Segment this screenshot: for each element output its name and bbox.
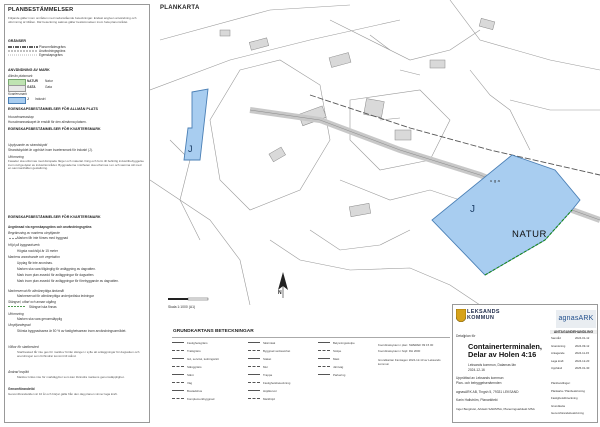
legend-item: Belysningsstolpe — [333, 341, 355, 345]
section-egenskap-kvarter2: EGENSKAPSBESTÄMMELSER FÖR KVARTERSMARK — [8, 215, 101, 219]
kvartersmark: Kvartersmark — [8, 92, 27, 96]
legend-symbol — [248, 374, 260, 377]
utnyttjandegrad: Utnyttjandegrad — [8, 323, 31, 327]
markens-item: Upplag får inte anordnas. — [17, 261, 53, 265]
strandskydd-desc: Strandskyddet är upphävt inom kvartersmark för industri (J). — [8, 148, 93, 152]
andrad-desc: Marklov krävs inte för marklägyttor som kan förändra markens genomsläpplighet. — [17, 375, 125, 379]
antag-row-label: Planhandlingar: — [551, 381, 571, 385]
genomforande-title: Genomförandetid — [8, 387, 35, 391]
detaljplan-label: Detaljplan för — [456, 334, 476, 338]
utformning-desc: Fasader ska utformas med dämpade färger och material. Färg och form till befintlig industribebyggelse inom övriga delar av industriområdet. Byggnaderna i närheten ska utformas i en och samma stil med en sammanhållen gestaltning. — [8, 159, 144, 171]
andrad-title: Ändrad lovplikt — [8, 370, 29, 374]
utformning: Utformning — [8, 155, 24, 159]
legend-symbol — [318, 358, 330, 361]
scale-text: Skala 1:1000 (A1) — [168, 305, 196, 309]
legend-symbol — [318, 342, 330, 345]
koord1: Koordinatsystem i plan: SWEREF 99 15 00 — [378, 343, 434, 347]
antag-row-label: Laga kraft — [551, 358, 564, 363]
legend-item: Slänggräns — [187, 365, 202, 369]
antag-row-label: Granskning — [551, 343, 566, 348]
legend-item: Trappa — [263, 373, 273, 377]
natur-code: NATUR — [27, 79, 38, 83]
scale-bar — [168, 298, 208, 300]
legend-symbol — [248, 398, 260, 401]
project-title — [468, 343, 542, 360]
genomforande-desc: Genomförandetiden är 10 år och börjar gälla från den dag planen vinner laga kraft. — [8, 392, 118, 396]
villkor-desc: Startbesked får inte ges för marklov förrän slängen i syfte att anläggningar för dagvatten och anordningar som förhindrar kommit till stånd. — [17, 350, 140, 358]
small-j-label: J — [188, 144, 193, 154]
legend-symbol — [172, 350, 184, 353]
legend-intro: Följande gäller inom områden med nedanstående beteckningar. Endast angiven användning och utformning är tillåten. Där beteckning saknas gäller bestämmelsen inom hela planområdet. — [8, 16, 137, 24]
section-anvandning: ANVÄNDNING AV MARK — [8, 68, 50, 72]
antag-row-date: 2024-01-12 — [575, 336, 590, 340]
legend-title: PLANBESTÄMMELSER — [8, 7, 74, 13]
antag-row-date: 2024-12-20 — [575, 358, 590, 363]
upplysande: Upplysande av strandskydd — [8, 143, 48, 147]
legend-item: Mur — [263, 365, 268, 369]
legend-item: Stolpe — [333, 349, 342, 353]
north-label: N — [278, 290, 282, 296]
markens-item: Mark inom plan avsedd för anläggningar för förebyggande av dagvatten. — [17, 279, 119, 283]
dot-pattern-symbol — [8, 236, 17, 241]
legend-item: Fastighetsgräns — [187, 341, 208, 345]
legend-symbol — [248, 350, 260, 353]
legend-item: Parkering — [333, 373, 346, 377]
villkor-title: Villkor för startbesked — [8, 345, 39, 349]
legend-symbol — [248, 390, 260, 393]
legend-symbol — [172, 342, 184, 345]
status1: Upprättad av Leksands kommun — [456, 376, 504, 380]
legend-symbol — [248, 366, 260, 369]
gata-swatch — [8, 85, 26, 92]
legend-symbol — [248, 342, 260, 345]
markens-title: Markens anordnande och vegetation — [8, 255, 60, 259]
kommun-line: Leksands kommun, Dalarnas län — [468, 363, 517, 367]
legend-symbol — [248, 358, 260, 361]
base-map-lines — [150, 0, 600, 305]
gata-desc: Gata — [45, 85, 52, 89]
legend-symbol — [318, 350, 330, 353]
legend-symbol — [172, 390, 184, 393]
huvudmannaskap: Huvudmannaskap — [8, 115, 34, 119]
legend-symbol — [172, 358, 184, 361]
kommun-crest-icon — [456, 309, 466, 322]
map-title: PLANKARTA — [160, 5, 200, 11]
utformning2-desc: Marken ska vara genomsläpplig — [17, 317, 63, 321]
gata-code: GATA — [27, 85, 36, 89]
legend-item: Byggnad verksamhet — [263, 349, 291, 353]
section-avgransat: Avgränsad via egenskapsgräns och användningsgräns — [8, 225, 92, 229]
legend-symbol — [248, 382, 260, 385]
legend-symbol — [172, 382, 184, 385]
legend-symbol — [172, 398, 184, 401]
large-j-parcel — [432, 155, 580, 275]
antag-row-label: Fastighetsförteckning — [551, 396, 578, 400]
j-swatch — [8, 97, 26, 104]
stangsel: Stängsel, utfart och annan utgång — [8, 300, 56, 304]
large-j-label: J — [470, 204, 475, 215]
status2: Plan- och bebyggelsenämnden — [456, 381, 502, 385]
beteckningar-title: GRUNDKARTANS BETECKNINGAR — [173, 329, 254, 334]
koord2: Koordinatsystem i höjd: RH 2000 — [378, 349, 421, 353]
reservat-desc: Markreservat för allmännyttiga underjordiska ledningar — [17, 294, 94, 298]
person2: Inger Bergkvist, Arkitekt SAR/MSA, Planeringsarkitekt MSA — [456, 407, 535, 411]
begransning: Begränsning av markens utnyttjande — [8, 231, 60, 235]
legend-symbol — [172, 374, 184, 377]
natur-map-label: NATUR — [512, 229, 548, 240]
project-title-line2: Delar av Holen 4:16 — [468, 350, 537, 360]
section-egenskap-kvarter: EGENSKAPSBESTÄMMELSER FÖR KVARTERSMARK — [8, 127, 101, 131]
fence-symbol — [8, 304, 28, 309]
legend-item: Slänt — [187, 373, 194, 377]
legend-item: Höjdkurvor — [263, 389, 277, 393]
nockhojd: Högsta nockhöjd är 15 meter — [17, 249, 58, 253]
kommun-brand: LEKSANDS KOMMUN — [467, 309, 500, 321]
markens-item: Marken ska vara tillgänglig för anläggning av dagvatten. — [17, 267, 96, 271]
legend-item: Markhöjd — [263, 397, 275, 401]
project-title-line1: Containerterminalen, — [468, 342, 542, 351]
legend-item: Mast — [333, 357, 340, 361]
mark-ej-bebyggas: Marken får inte förses med byggnad — [17, 236, 69, 240]
antag-row-label: Antagande — [551, 351, 565, 355]
grundkarta-note: Grundkartan framtagen 2024-12-13 av Leksands kommun — [378, 358, 441, 366]
antagande-header: ANTAGANDEHANDLING — [550, 330, 597, 334]
j-desc: Industri — [35, 97, 46, 101]
legend-item: Komplementbyggnad — [187, 397, 215, 401]
antag-row-date: 2024-09-12 — [575, 343, 590, 348]
utnyttjandegrad-desc: Största byggnadsarea är 50 % av fastighetsarean inom användningsområdet. — [17, 329, 127, 333]
plan-map — [150, 0, 600, 305]
legend-item: Väg — [187, 381, 193, 385]
antag-row-date: 2025-01-30 — [575, 366, 590, 370]
legend-item: Järnväg — [333, 365, 344, 369]
legend-panel — [4, 4, 150, 423]
plan-date: 2024-12-16 — [468, 368, 485, 372]
allman-platsmark: Allmän platsmark — [8, 74, 33, 78]
antag-row-label: Genomförandebeskrivning — [551, 411, 584, 415]
legend-item: Staket — [263, 357, 272, 361]
agnas-logo: agnasARK — [556, 310, 596, 328]
antag-row-label: Upphävd — [551, 366, 563, 370]
granser-item: Planområdesgräns — [39, 45, 66, 49]
legend-item: Fastighetsbeteckning — [263, 381, 291, 385]
antag-row-label: Samråd — [551, 336, 561, 340]
granser-item: Användningsgräns — [39, 49, 66, 53]
antag-row-label: Plankarta / Planbeskrivning — [551, 388, 585, 393]
person1: Karin Hallström, Planarkitekt — [456, 398, 498, 402]
utformning2: Utformning — [8, 312, 24, 316]
legend-symbol — [172, 366, 184, 369]
huvudmannaskap-desc: Huvudmannaskapet är enskilt för den allmänna platsen. — [8, 120, 87, 124]
j-code: J — [27, 97, 29, 101]
legend-item: Bostadshus — [187, 389, 203, 393]
upp-label: u g a — [490, 178, 500, 183]
antag-row-label: Grundkarta — [551, 403, 565, 408]
natur-desc: Natur — [45, 79, 53, 83]
hojd-title: Höjd på byggnadsverk — [8, 243, 40, 247]
section-egenskap-allman: EGENSKAPSBESTÄMMELSER FÖR ALLMÄN PLATS — [8, 107, 98, 111]
section-granser: GRÄNSER — [8, 39, 26, 43]
stangsel-desc: Stängsel ska finnas — [29, 305, 57, 309]
legend-item: Skärmtak — [263, 341, 276, 345]
address: agnasARK AB, Tingsh 5, 79331 LEKSAND — [456, 390, 519, 394]
markens-item: Mark inom plan avsedd för anläggningar för dagvatten. — [17, 273, 95, 277]
legend-item: GA, servitut, ledningsrätt — [187, 357, 219, 361]
legend-item: Traktgräns — [187, 349, 201, 353]
antag-row-date: 2024-11-15 — [575, 351, 590, 355]
reservat: Markreservat för allmännyttiga ändamål — [8, 289, 64, 293]
legend-symbol — [318, 374, 330, 377]
legend-symbol — [318, 366, 330, 369]
granser-item: Egenskapsgräns — [39, 53, 63, 57]
